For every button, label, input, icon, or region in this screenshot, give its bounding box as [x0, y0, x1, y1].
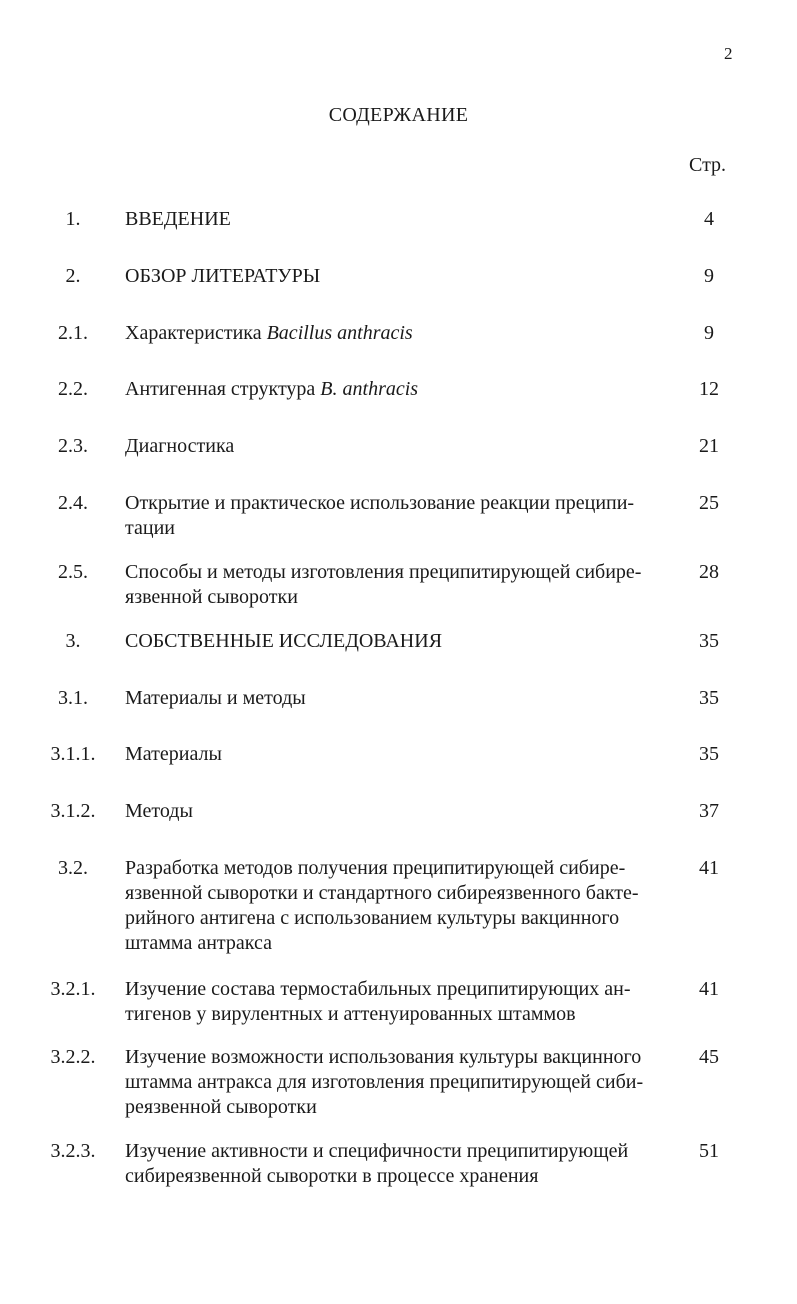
entry-number: 3.1.1. — [50, 743, 96, 765]
entry-page: 41 — [699, 857, 719, 879]
entry-number: 3.2.1. — [50, 978, 96, 1000]
entry-page: 45 — [699, 1046, 719, 1068]
entry-number: 2.3. — [58, 435, 88, 457]
entry-title: СОБСТВЕННЫЕ ИССЛЕДОВАНИЯ — [125, 630, 443, 652]
entry-title-line: Изучение возможности использования культуры вакцинного — [125, 1046, 642, 1068]
entry-page: 51 — [699, 1140, 719, 1162]
entry-title-line: тигенов у вирулентных и аттенуированных штаммов — [125, 1003, 576, 1025]
entry-title: Методы — [125, 800, 193, 822]
entry-title: ОБЗОР ЛИТЕРАТУРЫ — [125, 265, 321, 287]
entry-page: 12 — [699, 378, 719, 400]
entry-page: 37 — [699, 800, 719, 822]
entry-title — [125, 1139, 670, 1189]
entry-number: 3.2.3. — [50, 1140, 96, 1162]
entry-title — [125, 977, 670, 1027]
entry-title-line: Изучение состава термостабильных преципитирующих ан- — [125, 978, 631, 1000]
entry-page: 4 — [704, 208, 714, 230]
entry-number: 1. — [65, 208, 81, 230]
entry-title-line: Изучение активности и специфичности преципитирующей — [125, 1140, 629, 1162]
entry-title — [125, 560, 670, 610]
entry-title-line: штамма антракса для изготовления преципитирующей сиби- — [125, 1071, 644, 1093]
entry-title — [125, 491, 670, 541]
entry-number: 2.4. — [58, 492, 88, 514]
entry-number: 3.1.2. — [50, 800, 96, 822]
entry-title — [125, 856, 670, 956]
entry-title-line: сибиреязвенной сыворотки в процессе хранения — [125, 1165, 539, 1187]
entry-page: 28 — [699, 561, 719, 583]
entry-page: 41 — [699, 978, 719, 1000]
entry-title: ВВЕДЕНИЕ — [125, 208, 231, 230]
entry-number: 2.5. — [58, 561, 88, 583]
entry-title-italic: Bacillus anthracis — [266, 322, 413, 344]
entry-title: Материалы — [125, 743, 222, 765]
entry-number: 2.2. — [58, 378, 88, 400]
entry-title-line: Открытие и практическое использование реакции преципи- — [125, 492, 635, 514]
entry-title-plain: Антигенная структура — [125, 378, 321, 400]
entry-title-line: язвенной сыворотки — [125, 586, 298, 608]
entry-page: 9 — [704, 265, 714, 287]
page-number: 2 — [724, 44, 733, 63]
entry-number: 3.2. — [58, 857, 88, 879]
entry-title-line: штамма антракса — [125, 932, 272, 954]
entry-page: 9 — [704, 322, 714, 344]
entry-title-line: язвенной сыворотки и стандартного сибиреязвенного бакте- — [125, 882, 639, 904]
entry-title-plain: Характеристика — [125, 322, 267, 344]
entry-page: 35 — [699, 630, 719, 652]
entry-number: 2. — [65, 265, 81, 287]
entry-title: Материалы и методы — [125, 687, 306, 709]
entry-title: Диагностика — [125, 435, 235, 457]
entry-title-line: Способы и методы изготовления преципитирующей сибире- — [125, 561, 642, 583]
entry-title-line: тации — [125, 517, 175, 539]
entry-page: 21 — [699, 435, 719, 457]
entry-title-line: Разработка методов получения преципитирующей сибире- — [125, 857, 626, 879]
page-column-label: Стр. — [689, 154, 727, 176]
entry-page: 25 — [699, 492, 719, 514]
entry-title-line: рийного антигена с использованием культуры вакцинного — [125, 907, 620, 929]
page-title: СОДЕРЖАНИЕ — [328, 104, 469, 126]
entry-title — [125, 321, 670, 346]
entry-title — [125, 377, 670, 402]
entry-title-line: реязвенной сыворотки — [125, 1096, 317, 1118]
entry-number: 2.1. — [58, 322, 88, 344]
entry-page: 35 — [699, 743, 719, 765]
entry-number: 3.1. — [58, 687, 88, 709]
entry-number: 3.2.2. — [50, 1046, 96, 1068]
entry-number: 3. — [65, 630, 81, 652]
entry-page: 35 — [699, 687, 719, 709]
entry-title — [125, 1045, 670, 1120]
entry-title-italic: B. anthracis — [320, 378, 419, 400]
